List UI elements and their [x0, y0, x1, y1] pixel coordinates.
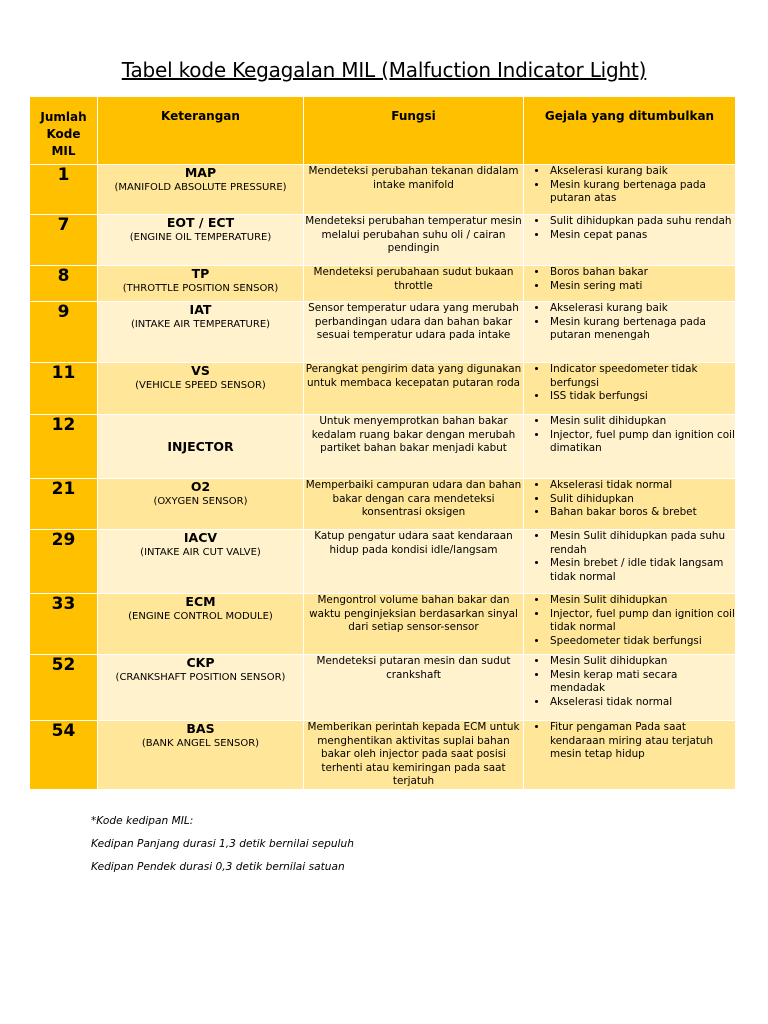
mil-code: 33 — [30, 594, 98, 655]
gejala-item: • Mesin kurang bertenaga pada putaran menengah — [548, 316, 735, 343]
gejala-list — [524, 594, 735, 648]
sensor-abbr: VS — [191, 363, 210, 378]
fungsi-cell: Sensor temperatur udara yang merubah perbandingan udara dan bahan bakar sesuai temperatur udara pada intake — [304, 302, 524, 363]
table-row — [30, 215, 736, 266]
header-gejala: Gejala yang ditumbulkan — [524, 97, 736, 165]
keterangan-cell — [98, 266, 304, 302]
gejala-list — [524, 302, 735, 343]
gejala-item: • Injector, fuel pump dan ignition coil dimatikan — [548, 429, 735, 456]
mil-code: 7 — [30, 215, 98, 266]
gejala-cell — [524, 594, 736, 655]
table-row — [30, 479, 736, 530]
gejala-list — [524, 266, 735, 293]
gejala-list — [524, 530, 735, 584]
sensor-full-name: (BANK ANGEL SENSOR) — [141, 738, 260, 749]
gejala-list — [524, 415, 735, 456]
mil-code: 21 — [30, 479, 98, 530]
keterangan-cell — [98, 302, 304, 363]
gejala-cell — [524, 363, 736, 415]
table-row — [30, 594, 736, 655]
sensor-abbr: BAS — [186, 721, 215, 736]
keterangan-cell — [98, 655, 304, 721]
keterangan-cell — [98, 721, 304, 790]
gejala-item: • Mesin Sulit dihidupkan — [548, 655, 735, 669]
sensor-full-name: (THROTTLE POSITION SENSOR) — [122, 283, 279, 294]
table-row — [30, 302, 736, 363]
sensor-full-name: (INTAKE AIR TEMPERATURE) — [130, 319, 271, 330]
table-row — [30, 165, 736, 215]
mil-code-table — [29, 96, 736, 790]
gejala-item: • Mesin Sulit dihidupkan pada suhu rendah — [548, 530, 735, 557]
gejala-cell — [524, 655, 736, 721]
keterangan-cell — [98, 530, 304, 594]
sensor-abbr: CKP — [186, 655, 215, 670]
mil-code: 11 — [30, 363, 98, 415]
gejala-list — [524, 721, 735, 762]
gejala-item: • Mesin kurang bertenaga pada putaran atas — [548, 179, 735, 206]
table-row — [30, 415, 736, 479]
gejala-list — [524, 479, 735, 520]
gejala-item: • Akselerasi kurang baik — [548, 165, 735, 179]
gejala-item: • Mesin cepat panas — [548, 229, 735, 243]
sensor-abbr: MAP — [184, 165, 217, 180]
header-jumlah-line: MIL — [51, 144, 76, 158]
gejala-item: • Akselerasi tidak normal — [548, 696, 735, 710]
notes-line-short: Kedipan Pendek durasi 0,3 detik bernilai satuan — [91, 861, 345, 873]
fungsi-cell: Memberikan perintah kepada ECM untuk menghentikan aktivitas suplai bahan bakar oleh injector pada saat posisi terhenti atau kemiringan pada saat terjatuh — [304, 721, 524, 790]
mil-code: 9 — [30, 302, 98, 363]
keterangan-cell — [98, 165, 304, 215]
sensor-full-name: (MANIFOLD ABSOLUTE PRESSURE) — [114, 182, 287, 193]
header-jumlah-line: Jumlah — [40, 110, 87, 124]
gejala-item: • Sulit dihidupkan pada suhu rendah — [548, 215, 735, 229]
gejala-item: • Sulit dihidupkan — [548, 493, 735, 507]
gejala-list — [524, 363, 735, 404]
table-row — [30, 721, 736, 790]
keterangan-cell — [98, 594, 304, 655]
gejala-item: • Akselerasi kurang baik — [548, 302, 735, 316]
sensor-full-name: (OXYGEN SENSOR) — [153, 496, 248, 507]
fungsi-cell: Mendeteksi perubahaan sudut bukaan throttle — [304, 266, 524, 302]
sensor-full-name: (ENGINE OIL TEMPERATURE) — [129, 232, 272, 243]
sensor-abbr: O2 — [190, 479, 211, 494]
sensor-full-name: (ENGINE CONTROL MODULE) — [128, 611, 273, 622]
gejala-item: • Fitur pengaman Pada saat kendaraan miring atau terjatuh mesin tetap hidup — [548, 721, 735, 762]
mil-code: 29 — [30, 530, 98, 594]
sensor-full-name: (VEHICLE SPEED SENSOR) — [135, 380, 266, 391]
mil-code: 8 — [30, 266, 98, 302]
gejala-cell — [524, 721, 736, 790]
gejala-item: • Mesin brebet / idle tidak langsam tidak normal — [548, 557, 735, 584]
keterangan-cell — [98, 363, 304, 415]
fungsi-cell: Mendeteksi perubahan temperatur mesin melalui perubahan suhu oli / cairan pendingin — [304, 215, 524, 266]
gejala-item: • Mesin kerap mati secara mendadak — [548, 669, 735, 696]
mil-code: 54 — [30, 721, 98, 790]
header-fungsi: Fungsi — [304, 97, 524, 165]
gejala-item: • Mesin Sulit dihidupkan — [548, 594, 735, 608]
gejala-item: • Akselerasi tidak normal — [548, 479, 735, 493]
gejala-cell — [524, 479, 736, 530]
gejala-item: • Speedometer tidak berfungsi — [548, 635, 735, 649]
gejala-list — [524, 655, 735, 709]
gejala-cell — [524, 415, 736, 479]
notes-line-long: Kedipan Panjang durasi 1,3 detik bernilai sepuluh — [91, 838, 354, 850]
gejala-cell — [524, 530, 736, 594]
fungsi-cell: Katup pengatur udara saat kendaraan hidup pada kondisi idle/langsam — [304, 530, 524, 594]
gejala-list — [524, 165, 735, 206]
gejala-cell — [524, 302, 736, 363]
mil-code: 52 — [30, 655, 98, 721]
keterangan-cell — [98, 215, 304, 266]
gejala-cell — [524, 215, 736, 266]
keterangan-cell — [98, 479, 304, 530]
fungsi-cell: Mengontrol volume bahan bakar dan waktu penginjeksian berdasarkan sinyal dari setiap sensor-sensor — [304, 594, 524, 655]
table-row — [30, 530, 736, 594]
mil-code: 12 — [30, 415, 98, 479]
fungsi-cell: Untuk menyemprotkan bahan bakar kedalam ruang bakar dengan merubah partiket bahan bakar menjadi kabut — [304, 415, 524, 479]
table-header-row — [30, 97, 736, 165]
table-row — [30, 363, 736, 415]
gejala-item: • Boros bahan bakar — [548, 266, 735, 280]
sensor-abbr: INJECTOR — [167, 439, 234, 454]
keterangan-cell — [98, 415, 304, 479]
table-row — [30, 266, 736, 302]
fungsi-cell: Perangkat pengirim data yang digunakan untuk membaca kecepatan putaran roda — [304, 363, 524, 415]
sensor-abbr: TP — [191, 266, 210, 281]
gejala-cell — [524, 165, 736, 215]
gejala-item: • Mesin sering mati — [548, 280, 735, 294]
header-jumlah-kode — [30, 97, 98, 165]
gejala-item: • ISS tidak berfungsi — [548, 390, 735, 404]
gejala-item: • Mesin sulit dihidupkan — [548, 415, 735, 429]
sensor-abbr: ECM — [185, 594, 216, 609]
fungsi-cell: Memperbaiki campuran udara dan bahan bakar dengan cara mendeteksi konsentrasi oksigen — [304, 479, 524, 530]
fungsi-cell: Mendeteksi perubahan tekanan didalam intake manifold — [304, 165, 524, 215]
notes — [91, 815, 354, 884]
notes-heading: *Kode kedipan MIL: — [91, 815, 194, 827]
header-jumlah-line: Kode — [46, 127, 81, 141]
page-title: Tabel kode Kegagalan MIL (Malfuction Indicator Light) — [121, 58, 647, 82]
header-keterangan: Keterangan — [98, 97, 304, 165]
fungsi-cell: Mendeteksi putaran mesin dan sudut crankshaft — [304, 655, 524, 721]
sensor-abbr: IAT — [189, 302, 212, 317]
gejala-cell — [524, 266, 736, 302]
sensor-abbr: IACV — [183, 530, 218, 545]
table-row — [30, 655, 736, 721]
gejala-item: • Indicator speedometer tidak berfungsi — [548, 363, 735, 390]
sensor-full-name: (CRANKSHAFT POSITION SENSOR) — [115, 672, 286, 683]
sensor-full-name: (INTAKE AIR CUT VALVE) — [140, 547, 261, 558]
gejala-item: • Bahan bakar boros & brebet — [548, 506, 735, 520]
mil-code: 1 — [30, 165, 98, 215]
gejala-item: • Injector, fuel pump dan ignition coil tidak normal — [548, 608, 735, 635]
gejala-list — [524, 215, 735, 242]
sensor-abbr: EOT / ECT — [166, 215, 235, 230]
